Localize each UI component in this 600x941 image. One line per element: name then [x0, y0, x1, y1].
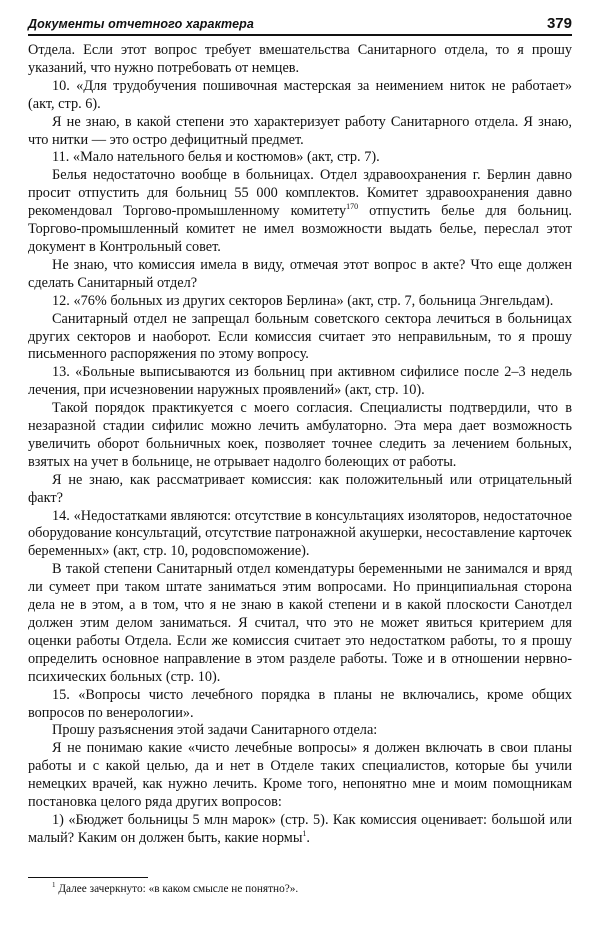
paragraph: Я не понимаю какие «чисто лечебные вопросы» я должен включать в свои планы работы и с какой целью, да и нет в Отделе таких специалистов, которые бы учили немецких врачей, как нужно лечить. Кроме того, непонятно мне и моим помощникам постановка целого ряда других вопросов:: [28, 740, 572, 811]
paragraph: 14. «Недостатками являются: отсутствие в консультациях изоляторов, недостаточное оборудование консультаций, отсутствие патронажной акушерки, несоставление карточек беременных» (акт, стр. 10, родовспоможение).: [28, 507, 572, 560]
paragraph: Белья недостаточно вообще в больницах. Отдел здравоохранения г. Берлин давно просит отпустить для больниц 55 000 комплектов. Комитет здравоохранения давно рекомендовал Торгово-промышленному комитету$^{170}$ отпустить белье для больниц. Торгово-промышленный комитет не имел возможности выдать белье, переслал этот документ в Контрольный совет.: [28, 167, 572, 255]
paragraph: 11. «Мало нательного белья и костюмов» (акт, стр. 7).: [52, 149, 380, 166]
main-text: [28, 42, 572, 848]
footnote-divider: [28, 877, 148, 878]
paragraph: 13. «Больные выписываются из больниц при активном сифилисе после 2–3 недель лечения, при исчезновении наружных проявлений» (акт, стр. 10).: [28, 364, 572, 399]
paragraph: 12. «76% больных из других секторов Берлина» (акт, стр. 7, больница Энгельдам).: [52, 292, 554, 309]
running-header: [28, 8, 572, 36]
paragraph: Прошу разъяснения этой задачи Санитарного отдела:: [52, 722, 378, 739]
paragraph: Я не знаю, в какой степени это характеризует работу Санитарного отдела. Я знаю, что нитки — это остро дефицитный предмет.: [28, 113, 572, 148]
paragraph: Отдела. Если этот вопрос требует вмешательства Санитарного отдела, то я прошу указаний, что нужно потребовать от немцев.: [28, 42, 572, 76]
footnote-marker: 1: [52, 881, 56, 890]
paragraph: Я не знаю, как рассматривает комиссия: как положительный или отрицательный факт?: [28, 471, 572, 506]
paragraph: Санитарный отдел не запрещал больным советского сектора лечиться в больницах других секторов и наоборот. Если комиссия считает это неправильным, то я прошу письменного распоряжения по этому вопросу.: [28, 310, 572, 363]
page-number: 379: [546, 15, 572, 32]
footnote: [52, 882, 572, 897]
footnote-ref-170: 170: [346, 202, 359, 212]
paragraph: В такой степени Санитарный отдел комендатуры беременными не занимался и вряд ли сумеет при таком штате заниматься этим вопросами. Но принципиальная сторона дела не в этом, а в том, что я не знаю в какой степени и в какой плоскости Санотдел должен этим делом заниматься. Я считал, что это не может явиться критерием для оценки работы Отдела. Если же комиссия считает это недостатком работы, то я прошу определить основное направление в этом разделе работы. Тоже и в отношении нервно-психических больных (стр. 10).: [28, 561, 572, 685]
paragraph: Не знаю, что комиссия имела в виду, отмечая этот вопрос в акте? Что еще должен сделать Санитарный отдел?: [28, 256, 572, 291]
footnote-text: Далее зачеркнуто: «в каком смысле не понятно?».: [55, 883, 299, 895]
paragraph: 15. «Вопросы чисто лечебного порядка в планы не включались, кроме общих вопросов по венерологии».: [28, 686, 572, 721]
paragraph: 1) «Бюджет больницы 5 млн марок» (стр. 5). Как комиссия оценивает: большой или малый? Каким он должен быть, какие нормы$^1$.: [28, 811, 572, 846]
header-title: Документы отчетного характера: [28, 17, 254, 31]
paragraph: 10. «Для трудобучения пошивочная мастерская за неимением ниток не работает» (акт, стр. 6).: [28, 77, 572, 112]
paragraph: Такой порядок практикуется с моего согласия. Специалисты подтвердили, что в незаразной стадии сифилис можно лечить амбулаторно. Эта мера дает возможность увеличить оборот больничных коек, позволяет точнее следить за лечением больных, взятых на учет в больнице, не отрывает надолго болеющих от работы.: [28, 400, 572, 470]
footnote-ref-1: 1: [302, 829, 307, 839]
